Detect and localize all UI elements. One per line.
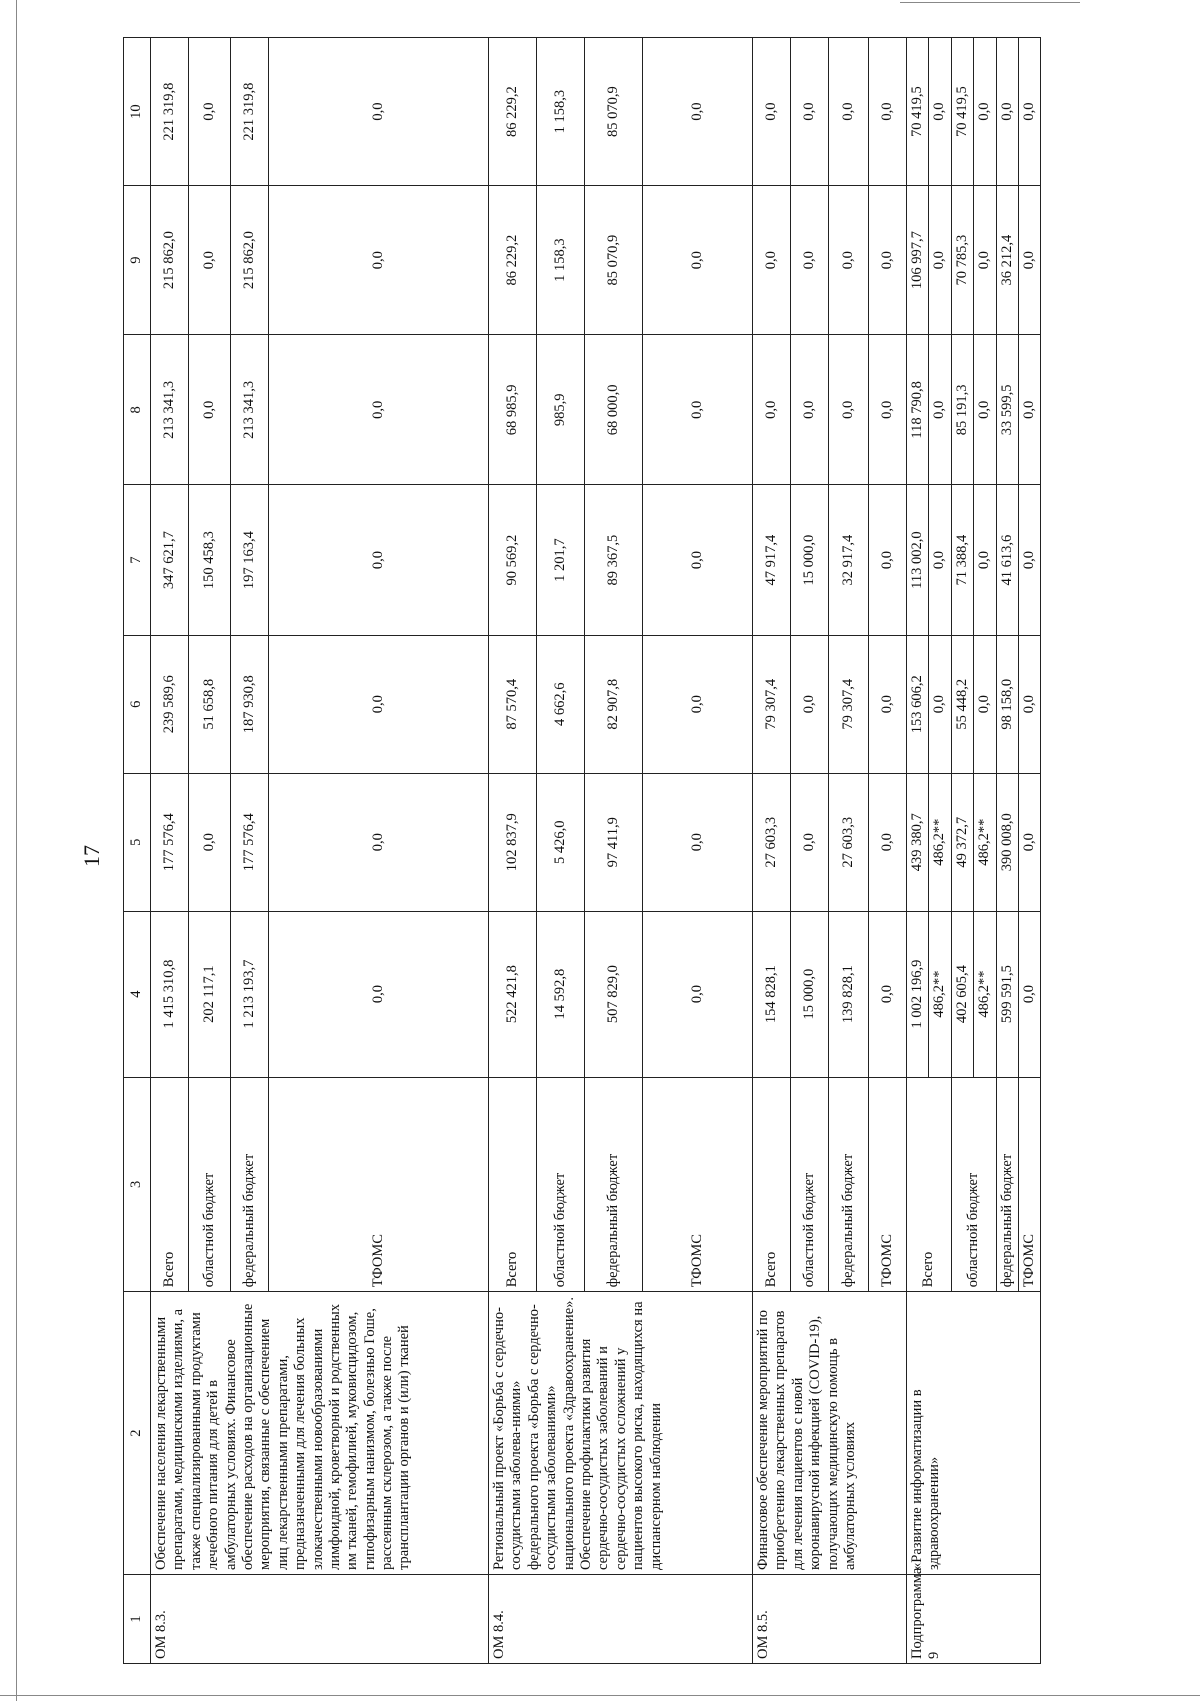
value-cell: 1 002 196,9: [907, 911, 929, 1077]
value-cell: 486,2**: [974, 911, 996, 1077]
value-cell: 47 917,4: [753, 485, 791, 635]
table-row: [753, 38, 791, 1664]
value-cell: 49 372,7: [951, 773, 973, 911]
table-row: [151, 38, 189, 1664]
funding-source: областной бюджет: [189, 1077, 231, 1292]
header-cell: 3: [124, 1077, 151, 1292]
value-cell: 0,0: [1018, 635, 1040, 773]
value-cell: 0,0: [929, 186, 951, 335]
value-cell: 486,2**: [929, 773, 951, 911]
value-cell: 106 997,7: [907, 186, 929, 335]
header-cell: 7: [124, 485, 151, 635]
value-cell: 97 411,9: [585, 773, 643, 911]
value-cell: 36 212,4: [996, 186, 1018, 335]
program-code: ОМ 8.3.: [151, 1574, 489, 1663]
value-cell: 0,0: [791, 635, 829, 773]
value-cell: 402 605,4: [951, 911, 973, 1077]
value-cell: 985,9: [537, 335, 585, 485]
value-cell: 85 070,9: [585, 38, 643, 186]
program-code: Подпрограмма 9: [907, 1574, 1041, 1663]
value-cell: 522 421,8: [489, 911, 537, 1077]
value-cell: 0,0: [1018, 186, 1040, 335]
value-cell: 0,0: [791, 773, 829, 911]
value-cell: 1 415 310,8: [151, 911, 189, 1077]
value-cell: 197 163,4: [231, 485, 269, 635]
scan-edge-line: [16, 0, 17, 1701]
value-cell: 70 419,5: [951, 38, 973, 186]
funding-source: Всего: [753, 1077, 791, 1292]
value-cell: 187 930,8: [231, 635, 269, 773]
value-cell: 0,0: [643, 911, 753, 1077]
value-cell: 82 907,8: [585, 635, 643, 773]
value-cell: 89 367,5: [585, 485, 643, 635]
value-cell: 85 070,9: [585, 186, 643, 335]
value-cell: 118 790,8: [907, 335, 929, 485]
value-cell: 1 158,3: [537, 186, 585, 335]
value-cell: 0,0: [189, 773, 231, 911]
value-cell: 0,0: [643, 635, 753, 773]
value-cell: 0,0: [643, 485, 753, 635]
value-cell: 0,0: [269, 186, 489, 335]
header-cell: 4: [124, 911, 151, 1077]
value-cell: 439 380,7: [907, 773, 929, 911]
value-cell: 213 341,3: [231, 335, 269, 485]
value-cell: 0,0: [929, 485, 951, 635]
value-cell: 90 569,2: [489, 485, 537, 635]
program-name: Обеспечение населения лекарственными препаратами, медицинскими изделиями, а также специализированными продуктами лечебного питания для детей в амбулаторных условиях. Финансовое обеспечение расходов на организационные мероприятия, связанные с обеспечением лиц лекарственными препаратами, предназначенными для лечения больных злокачественными новообразованиями лимфоидной, кроветворной и родственных им тканей, гемофилией, муковисцидозом, гипофизарным нанизмом, болезнью Гоше, рассеянным склерозом, а также после трансплантации органов и (или) тканей: [151, 1292, 489, 1575]
value-cell: 113 002,0: [907, 485, 929, 635]
value-cell: 1 158,3: [537, 38, 585, 186]
header-cell: 10: [124, 38, 151, 186]
value-cell: 55 448,2: [951, 635, 973, 773]
value-cell: 79 307,4: [829, 635, 869, 773]
value-cell: 0,0: [829, 335, 869, 485]
header-cell: 2: [124, 1292, 151, 1575]
value-cell: 87 570,4: [489, 635, 537, 773]
value-cell: 0,0: [996, 38, 1018, 186]
table-row: [489, 38, 537, 1664]
header-cell: 9: [124, 186, 151, 335]
value-cell: 0,0: [974, 186, 996, 335]
header-cell: 8: [124, 335, 151, 485]
value-cell: 0,0: [643, 186, 753, 335]
funding-source: Всего: [907, 1077, 952, 1292]
value-cell: 79 307,4: [753, 635, 791, 773]
value-cell: 215 862,0: [151, 186, 189, 335]
value-cell: 150 458,3: [189, 485, 231, 635]
value-cell: 85 191,3: [951, 335, 973, 485]
value-cell: 15 000,0: [791, 485, 829, 635]
value-cell: 0,0: [929, 38, 951, 186]
header-row: [124, 38, 151, 1664]
funding-source: областной бюджет: [951, 1077, 996, 1292]
funding-source: ТФОМС: [643, 1077, 753, 1292]
value-cell: 486,2**: [929, 911, 951, 1077]
value-cell: 71 388,4: [951, 485, 973, 635]
value-cell: 0,0: [643, 335, 753, 485]
page-number: 17: [79, 845, 104, 867]
value-cell: 599 591,5: [996, 911, 1018, 1077]
value-cell: 51 658,8: [189, 635, 231, 773]
program-name: «Развитие информатизации в здравоохранении»: [907, 1292, 1041, 1575]
funding-source: ТФОМС: [1018, 1077, 1040, 1292]
header-cell: 1: [124, 1574, 151, 1663]
value-cell: 0,0: [1018, 335, 1040, 485]
value-cell: 390 008,0: [996, 773, 1018, 911]
header-cell: 6: [124, 635, 151, 773]
scan-edge-line: [0, 1695, 1200, 1696]
value-cell: 86 229,2: [489, 38, 537, 186]
value-cell: 0,0: [1018, 485, 1040, 635]
funding-source: Всего: [489, 1077, 537, 1292]
value-cell: 0,0: [753, 335, 791, 485]
value-cell: 41 613,6: [996, 485, 1018, 635]
value-cell: 0,0: [1018, 38, 1040, 186]
funding-source: ТФОМС: [269, 1077, 489, 1292]
value-cell: 0,0: [974, 635, 996, 773]
program-name: Региональный проект «Борьба с сердечно-сосудистыми заболева-ниями» федерального проекта «Борьба с сердечно-сосудистыми заболеваниями» национального проекта «Здравоохранение». Обеспечение профилактики развития сердечно-сосудистых заболеваний и сердечно-сосудистых осложнений у пациентов высокого риска, находящихся на диспансерном наблюдении: [489, 1292, 753, 1575]
value-cell: 27 603,3: [829, 773, 869, 911]
funding-source: федеральный бюджет: [585, 1077, 643, 1292]
funding-source: ТФОМС: [869, 1077, 907, 1292]
value-cell: 0,0: [1018, 773, 1040, 911]
value-cell: 86 229,2: [489, 186, 537, 335]
funding-table: [123, 37, 1041, 1664]
value-cell: 4 662,6: [537, 635, 585, 773]
value-cell: 0,0: [869, 773, 907, 911]
value-cell: 221 319,8: [151, 38, 189, 186]
table-row: [907, 38, 929, 1664]
value-cell: 102 837,9: [489, 773, 537, 911]
value-cell: 0,0: [929, 335, 951, 485]
value-cell: 221 319,8: [231, 38, 269, 186]
value-cell: 177 576,4: [151, 773, 189, 911]
value-cell: 0,0: [753, 186, 791, 335]
value-cell: 0,0: [791, 38, 829, 186]
value-cell: 1 213 193,7: [231, 911, 269, 1077]
value-cell: 0,0: [869, 38, 907, 186]
value-cell: 213 341,3: [151, 335, 189, 485]
value-cell: 153 606,2: [907, 635, 929, 773]
value-cell: 0,0: [869, 911, 907, 1077]
value-cell: 486,2**: [974, 773, 996, 911]
value-cell: 215 862,0: [231, 186, 269, 335]
value-cell: 68 000,0: [585, 335, 643, 485]
value-cell: 0,0: [869, 635, 907, 773]
value-cell: 202 117,1: [189, 911, 231, 1077]
value-cell: 70 785,3: [951, 186, 973, 335]
funding-source: федеральный бюджет: [829, 1077, 869, 1292]
value-cell: 0,0: [791, 335, 829, 485]
value-cell: 70 419,5: [907, 38, 929, 186]
value-cell: 0,0: [869, 186, 907, 335]
funding-source: областной бюджет: [791, 1077, 829, 1292]
value-cell: 0,0: [269, 38, 489, 186]
value-cell: 0,0: [1018, 911, 1040, 1077]
value-cell: 98 158,0: [996, 635, 1018, 773]
funding-source: Всего: [151, 1077, 189, 1292]
value-cell: 0,0: [869, 485, 907, 635]
value-cell: 0,0: [869, 335, 907, 485]
value-cell: 27 603,3: [753, 773, 791, 911]
value-cell: 0,0: [269, 911, 489, 1077]
program-name: Финансовое обеспечение мероприятий по приобретению лекарственных препаратов для лечения пациентов с новой коронавирусной инфекцией (COVID-19), получающих медицинскую помощь в амбулаторных условиях: [753, 1292, 907, 1575]
value-cell: 154 828,1: [753, 911, 791, 1077]
value-cell: 15 000,0: [791, 911, 829, 1077]
funding-source: областной бюджет: [537, 1077, 585, 1292]
value-cell: 139 828,1: [829, 911, 869, 1077]
value-cell: 0,0: [189, 335, 231, 485]
value-cell: 0,0: [974, 335, 996, 485]
header-cell: 5: [124, 773, 151, 911]
value-cell: 0,0: [753, 38, 791, 186]
value-cell: 177 576,4: [231, 773, 269, 911]
value-cell: 0,0: [643, 773, 753, 911]
value-cell: 0,0: [189, 38, 231, 186]
scan-edge-line: [900, 2, 1080, 3]
value-cell: 0,0: [974, 485, 996, 635]
value-cell: 0,0: [269, 485, 489, 635]
value-cell: 0,0: [929, 635, 951, 773]
value-cell: 0,0: [643, 38, 753, 186]
value-cell: 0,0: [974, 38, 996, 186]
funding-source: федеральный бюджет: [996, 1077, 1018, 1292]
value-cell: 0,0: [269, 773, 489, 911]
value-cell: 14 592,8: [537, 911, 585, 1077]
value-cell: 507 829,0: [585, 911, 643, 1077]
funding-source: федеральный бюджет: [231, 1077, 269, 1292]
value-cell: 0,0: [791, 186, 829, 335]
value-cell: 239 589,6: [151, 635, 189, 773]
value-cell: 0,0: [189, 186, 231, 335]
value-cell: 5 426,0: [537, 773, 585, 911]
value-cell: 347 621,7: [151, 485, 189, 635]
value-cell: 68 985,9: [489, 335, 537, 485]
program-code: ОМ 8.5.: [753, 1574, 907, 1663]
value-cell: 1 201,7: [537, 485, 585, 635]
value-cell: 0,0: [829, 186, 869, 335]
value-cell: 0,0: [269, 335, 489, 485]
value-cell: 0,0: [269, 635, 489, 773]
table-container: [123, 37, 1123, 1664]
value-cell: 33 599,5: [996, 335, 1018, 485]
program-code: ОМ 8.4.: [489, 1574, 753, 1663]
value-cell: 32 917,4: [829, 485, 869, 635]
value-cell: 0,0: [829, 38, 869, 186]
